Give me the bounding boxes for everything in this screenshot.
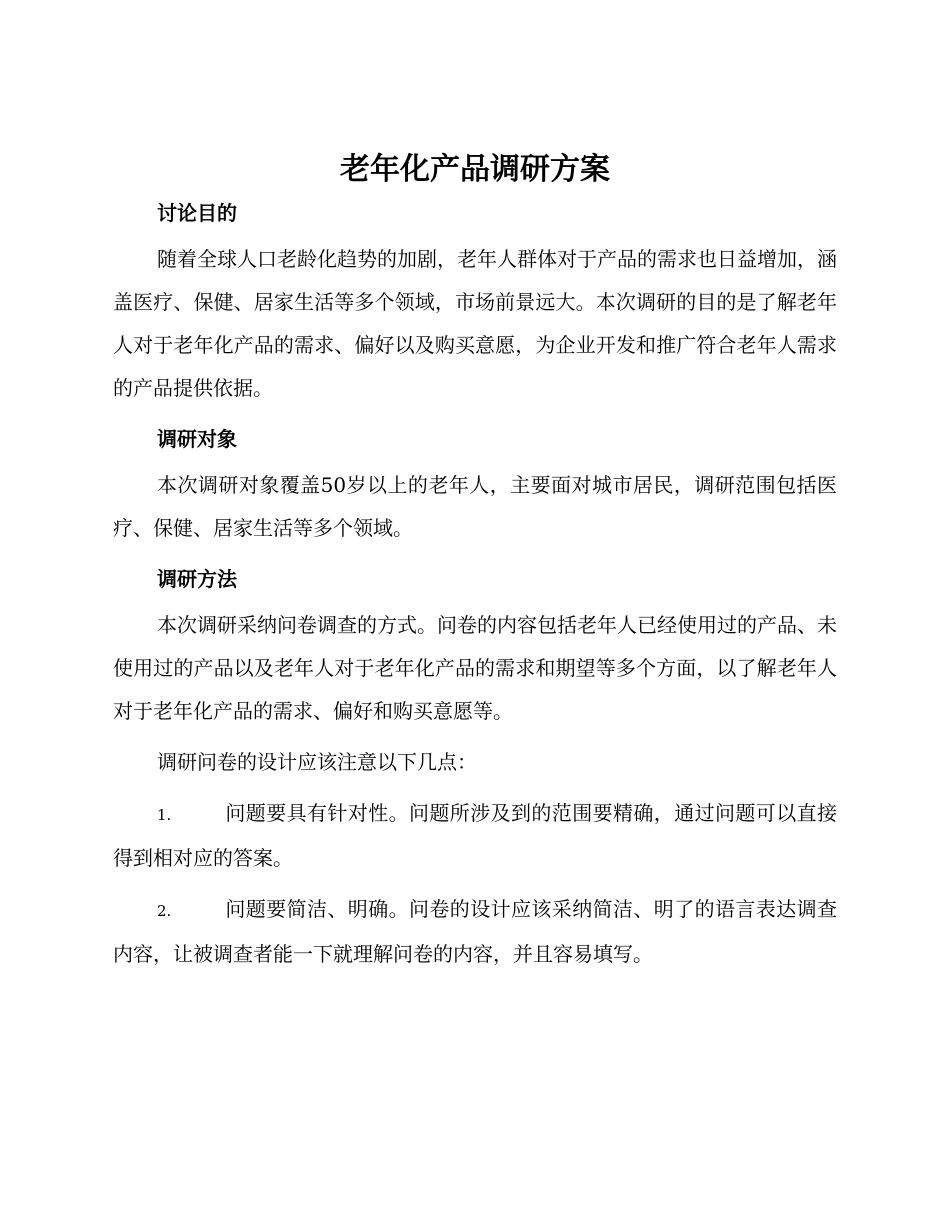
spacer [113, 733, 837, 741]
list-item [113, 888, 837, 976]
spacer [113, 550, 837, 564]
list-item-text: 问题要简洁、明确。问卷的设计应该采纳简洁、明了的语言表达调查内容，让被调查者能一下就理解问卷的内容，并且容易填写。 [113, 897, 837, 966]
document-body [113, 150, 837, 976]
spacer [113, 454, 837, 464]
section-heading-target: 调研对象 [157, 427, 237, 451]
document-title: 老年化产品调研方案 [340, 152, 610, 187]
spacer [113, 410, 837, 424]
spacer [113, 594, 837, 604]
spacer [113, 784, 837, 792]
list-item [113, 792, 837, 880]
paragraph-target: 本次调研对象覆盖50岁以上的老年人，主要面对城市居民，调研范围包括医疗、保健、居家生活等多个领域。 [113, 473, 837, 540]
list-item-number: 1. [157, 806, 172, 824]
spacer [113, 880, 837, 888]
paragraph-purpose: 随着全球人口老龄化趋势的加剧，老年人群体对于产品的需求也日益增加，涵盖医疗、保健、居家生活等多个领域，市场前景远大。本次调研的目的是了解老年人对于老年化产品的需求、偏好以及购买意愿，为企业开发和推广符合老年人需求的产品提供依据。 [113, 247, 837, 400]
section-heading-method: 调研方法 [157, 567, 237, 591]
paragraph-method: 本次调研采纳问卷调查的方式。问卷的内容包括老年人已经使用过的产品、未使用过的产品以及老年人对于老年化产品的需求和期望等多个方面，以了解老年人对于老年化产品的需求、偏好和购买意愿等。 [113, 613, 837, 723]
section-heading-purpose: 讨论目的 [157, 201, 237, 225]
list-item-text: 问题要具有针对性。问题所涉及到的范围要精确，通过问题可以直接得到相对应的答案。 [113, 801, 837, 870]
list-item-number: 2. [157, 902, 172, 920]
paragraph-design-notes: 调研问卷的设计应该注意以下几点： [157, 750, 477, 774]
spacer [113, 228, 837, 238]
